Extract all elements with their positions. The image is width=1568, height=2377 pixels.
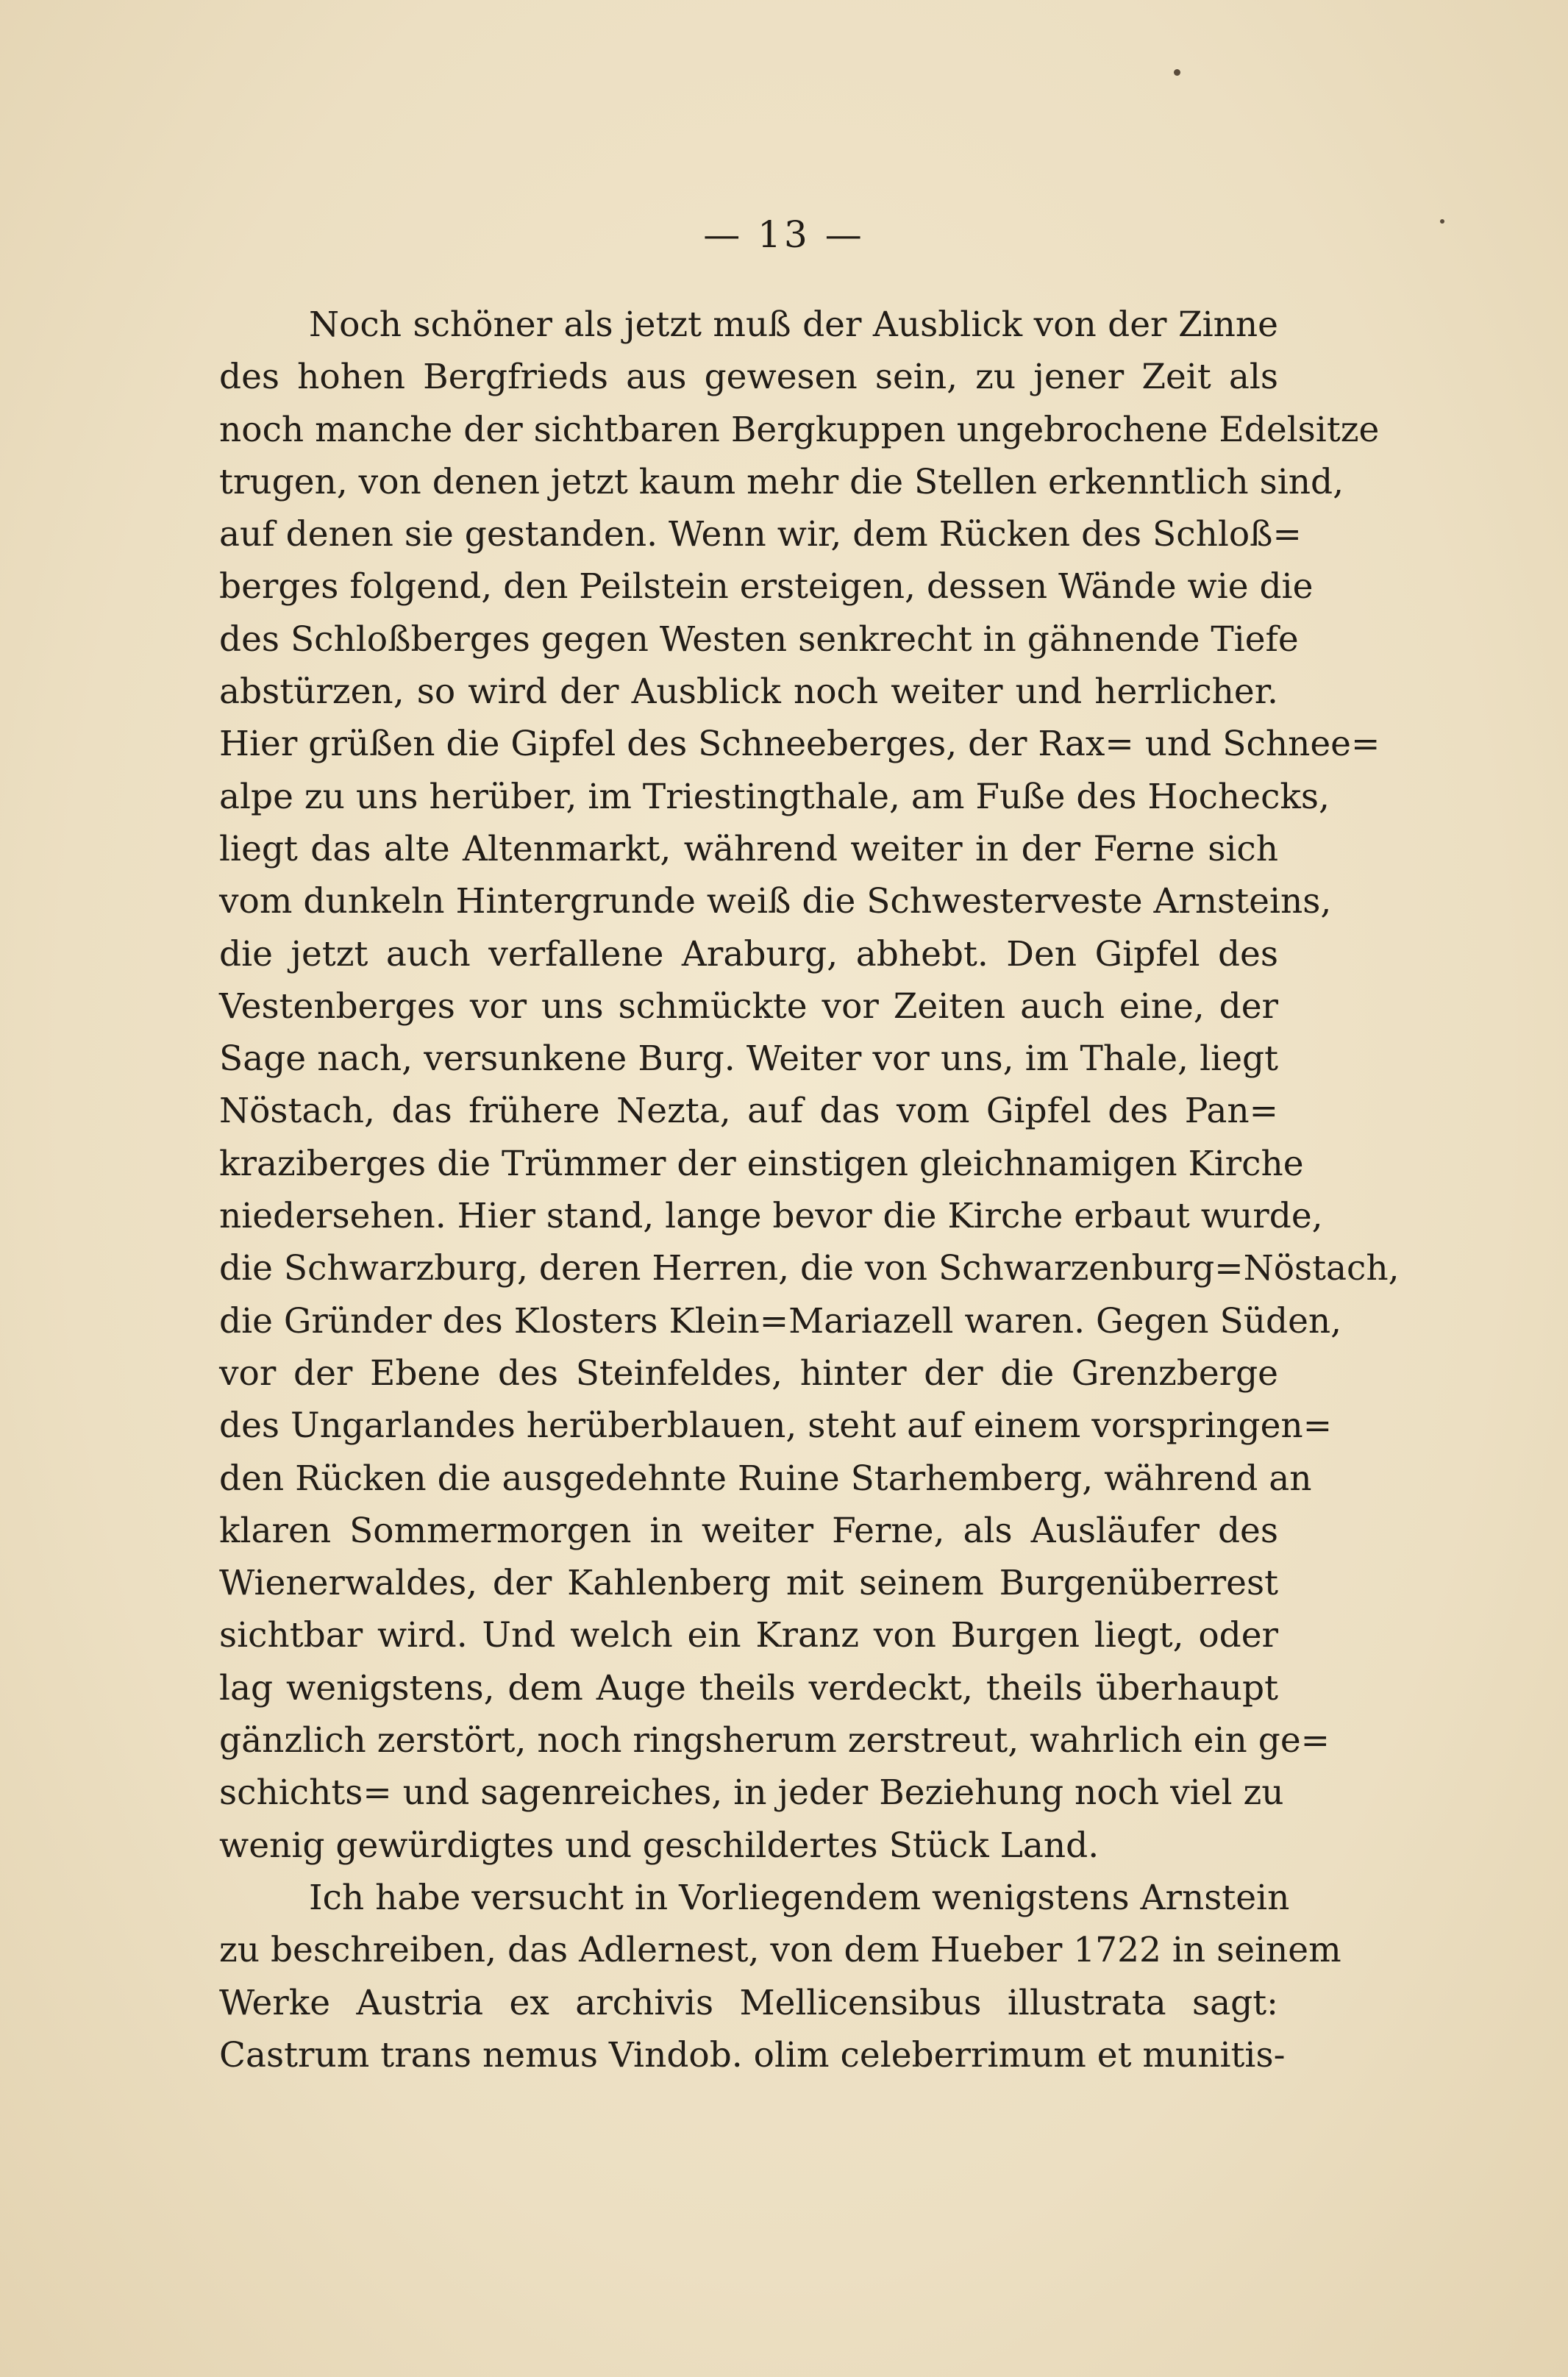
text-line: niedersehen. Hier stand, lange bevor die Kirche erbaut wurde,: [219, 1196, 1323, 1237]
text-line: des hohen Bergfrieds aus gewesen sein, zu jener Zeit als: [219, 357, 1278, 398]
text-line: vor der Ebene des Steinfeldes, hinter der die Grenzberge: [219, 1353, 1278, 1394]
text-line: die jetzt auch verfallene Araburg, abhebt. Den Gipfel des: [219, 933, 1278, 974]
text-line: trugen, von denen jetzt kaum mehr die Stellen erkenntlich sind,: [219, 461, 1344, 502]
body-text: [219, 299, 1400, 2081]
text-line: zu beschreiben, das Adlernest, von dem Hueber 1722 in seinem: [219, 1930, 1341, 1971]
text-line: Castrum trans nemus Vindob. olim celeberrimum et munitis-: [219, 2034, 1286, 2075]
text-line: die Gründer des Klosters Klein=Mariazell waren. Gegen Süden,: [219, 1300, 1342, 1341]
text-line: abstürzen, so wird der Ausblick noch weiter und herrlicher.: [219, 671, 1278, 713]
page-number: — 13 —: [703, 213, 865, 256]
text-line: Wienerwaldes, der Kahlenberg mit seinem Burgenüberrest: [219, 1563, 1278, 1604]
text-line: des Ungarlandes herüberblauen, steht auf einem vorspringen=: [219, 1405, 1333, 1447]
text-line: Ich habe versucht in Vorliegendem wenigstens Arnstein: [309, 1877, 1290, 1918]
text-line: Nöstach, das frühere Nezta, auf das vom Gipfel des Pan=: [219, 1091, 1278, 1132]
text-line: schichts= und sagenreiches, in jeder Beziehung noch viel zu: [219, 1772, 1284, 1814]
text-line: liegt das alte Altenmarkt, während weiter in der Ferne sich: [219, 828, 1278, 869]
text-line: wenig gewürdigtes und geschildertes Stück Land.: [219, 1825, 1100, 1866]
text-line: klaren Sommermorgen in weiter Ferne, als Ausläufer des: [219, 1510, 1278, 1551]
text-line: sichtbar wird. Und welch ein Kranz von Burgen liegt, oder: [219, 1615, 1278, 1656]
paragraph: [219, 299, 1400, 1872]
text-line: noch manche der sichtbaren Bergkuppen ungebrochene Edelsitze: [219, 409, 1380, 450]
ink-speck: [1174, 69, 1180, 76]
text-line: alpe zu uns herüber, im Triestingthale, am Fuße des Hochecks,: [219, 776, 1330, 817]
text-line: den Rücken die ausgedehnte Ruine Starhemberg, während an: [219, 1458, 1312, 1499]
text-line: vom dunkeln Hintergrunde weiß die Schwesterveste Arnsteins,: [219, 881, 1332, 922]
text-line: Hier grüßen die Gipfel des Schneeberges, der Rax= und Schnee=: [219, 724, 1380, 765]
text-line: kraziberges die Trümmer der einstigen gleichnamigen Kirche: [219, 1143, 1304, 1184]
text-line: des Schloßberges gegen Westen senkrecht in gähnende Tiefe: [219, 619, 1299, 660]
text-line: berges folgend, den Peilstein ersteigen, dessen Wände wie die: [219, 566, 1314, 607]
text-line: gänzlich zerstört, noch ringsherum zerstreut, wahrlich ein ge=: [219, 1720, 1330, 1761]
text-line: die Schwarzburg, deren Herren, die von Schwarzenburg=Nöstach,: [219, 1248, 1400, 1289]
text-line: Vestenberges vor uns schmückte vor Zeiten auch eine, der: [219, 986, 1278, 1027]
text-line: auf denen sie gestanden. Wenn wir, dem Rücken des Schloß=: [219, 514, 1302, 555]
text-line: Noch schöner als jetzt muß der Ausblick von der Zinne: [309, 304, 1278, 345]
text-line: lag wenigstens, dem Auge theils verdeckt, theils überhaupt: [219, 1667, 1278, 1708]
text-line: Werke Austria ex archivis Mellicensibus illustrata sagt:: [219, 1982, 1278, 2023]
text-line: Sage nach, versunkene Burg. Weiter vor uns, im Thale, liegt: [219, 1038, 1278, 1080]
paragraph: [219, 1872, 1341, 2081]
